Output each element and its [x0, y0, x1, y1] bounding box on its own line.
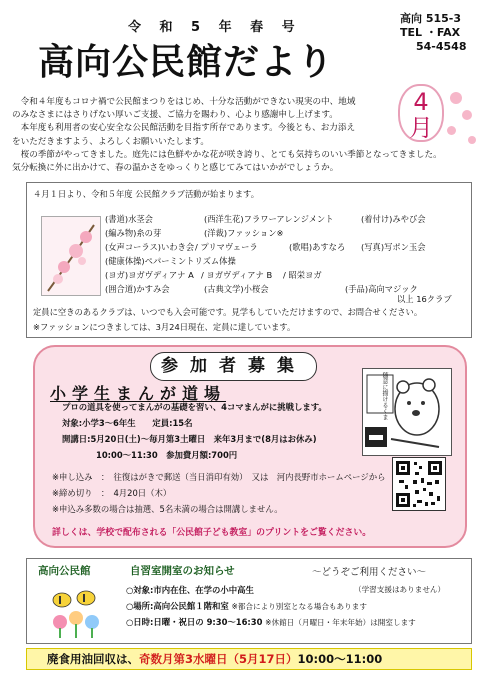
oil-highlight: 奇数月第3水曜日（5月17日）: [139, 652, 298, 666]
study-target-label: ○対象:市内在住、在学の小中高生: [126, 585, 254, 595]
contact-block: [400, 12, 495, 54]
blossom-icon: [447, 126, 456, 135]
study-place: [126, 600, 367, 612]
study-place-note: ※都合により別室となる場合もあります: [231, 602, 367, 611]
study-welcome: ～どうぞご利用ください～: [312, 567, 427, 578]
blossom-icon: [450, 92, 462, 104]
clubs-heading: ４月１日より、令和５年度 公民館クラブ活動が始まります。: [33, 189, 259, 199]
blossom-icon: [462, 110, 472, 120]
intro-line: 令和４年度もコロナ禍で公民館まつりをはじめ、十分な活動ができない現実の中、地域: [20, 97, 356, 107]
club-item: (ヨガ)ヨガヴディアナ A: [105, 270, 194, 280]
club-item: (書道)水茎会: [105, 214, 153, 224]
club-item: (写真)写ポン玉会: [361, 242, 426, 252]
recruit-time-fee: 10:00～11:30 参加費月額:700円: [96, 450, 238, 460]
blossom-icon: [468, 136, 476, 144]
study-title: 自習室開室のお知らせ: [130, 565, 235, 577]
oil-label: 廃食用油回収は、: [47, 652, 139, 666]
cherry-blossom-image: [41, 216, 101, 296]
club-item: (女声コーラス)いわき会: [105, 242, 195, 252]
recruit-lottery: ※申込み多数の場合は抽選、5名未満の場合は開講しません。: [52, 504, 283, 514]
clubs-total: 以上 16クラブ: [397, 294, 452, 304]
club-item: (着付け)みやび会: [361, 214, 426, 224]
clubs-box: [26, 182, 472, 338]
club-item: (古典文学)小桜会: [204, 284, 269, 294]
month-kanji: 月: [409, 114, 433, 142]
qr-code[interactable]: [392, 457, 446, 511]
recruit-description: プロの道具を使ってまんがの基礎を習い、4コマまんがに挑戦します。: [62, 402, 327, 412]
recruit-target: 対象:小学3～6年生 定員:15名: [62, 418, 193, 428]
club-item: (手品)高向マジック: [345, 284, 418, 294]
study-place-label: ○場所:高向公民館１階和室: [126, 601, 229, 611]
contact-tel-fax: TEL ・FAX: [400, 26, 461, 39]
study-target-note-text: （学習支援はありません）: [354, 585, 446, 594]
intro-text: [12, 96, 442, 175]
recruit-deadline: ※締め切り ： 4月20日（木）: [52, 488, 172, 498]
oil-time: 10:00～11:00: [297, 652, 383, 666]
recruit-notice: 詳しくは、学校で配布される「公民館子ども教室」のプリントをご覧ください。: [52, 528, 372, 538]
study-date-label: ○日時:日曜・祝日の 9:30～16:30: [126, 617, 263, 627]
qr-code-icon: [393, 458, 445, 510]
contact-number: 54-4548: [416, 40, 467, 53]
study-date: [126, 616, 416, 628]
recruit-schedule: 開講日:5月20日(土)～毎月第3土曜日 来年3月まで(8月はお休み): [62, 434, 317, 444]
study-target: [126, 584, 254, 596]
cherry-branch-icon: [42, 217, 100, 295]
page-title: 高向公民館だより: [38, 42, 335, 83]
club-item: / ヨガヴディアナ B: [201, 270, 273, 280]
intro-line: 桜の季節がやってきました。庭先には色鮮やかな花が咲き誇り、とても気持ちのいい季節となってきました。: [20, 149, 442, 160]
recruit-banner: 参加者募集: [150, 352, 317, 381]
study-date-note: ※休館日（月曜日・年末年始）は開室します: [265, 618, 416, 627]
manga-course-title-text: 小学生まんが道場: [50, 384, 227, 403]
issue-label: 令 和 5 年 春 号: [128, 20, 302, 35]
clubs-note: 定員に空きのあるクラブは、いつでも入会可能です。見学もしていただけますので、お問合せください。: [33, 307, 423, 317]
club-item: (編み物)糸の芽: [105, 228, 162, 238]
bee-flower-icon: [46, 588, 106, 640]
month-badge: [398, 84, 444, 142]
intro-line: 本年度も利用者の安心安全な公民館活動を目指す所存であります。今後とも、お力添え: [20, 123, 356, 134]
oil-collection-bar: [26, 648, 472, 670]
month-number: 4: [413, 88, 429, 116]
recruit-apply: ※申し込み ： 往復はがきで郵送（当日消印有効） 又は 河内長野市ホームページから: [52, 472, 386, 482]
manga-speech-bubble: 随意に描けるくま: [381, 372, 388, 420]
club-item: / 昭栄ヨガ: [283, 270, 322, 280]
club-item: / プリマヴェーラ: [195, 242, 258, 252]
study-target-note: [354, 584, 445, 595]
intro-line: をいただきますよう、よろしくお願いいたします。: [12, 136, 209, 147]
club-item: (囲合道)かすみ会: [105, 284, 170, 294]
club-item: (歌唱)あすなろ: [289, 242, 346, 252]
clubs-note: ※ファッションにつきましては、3月24日現在、定員に達しています。: [33, 322, 296, 332]
club-item: (健康体操)ペパーミントリズム体操: [105, 256, 236, 266]
intro-line: のみなさまにはさりげない厚いご支援、ご協力を賜わり、心より感謝申し上げます。: [12, 110, 338, 121]
bees-illustration: [46, 588, 106, 640]
intro-line: 気分転換に外に出かけて、春の温かさをゆっくりと感じてみてはいかがでしょうか。: [12, 163, 339, 174]
study-org: 高向公民館: [38, 565, 91, 577]
club-item: (西洋生花)フラワーアレンジメント: [204, 214, 334, 224]
contact-address: 高向 515-3: [400, 12, 462, 25]
club-item: (洋裁)ファッション※: [204, 228, 284, 238]
